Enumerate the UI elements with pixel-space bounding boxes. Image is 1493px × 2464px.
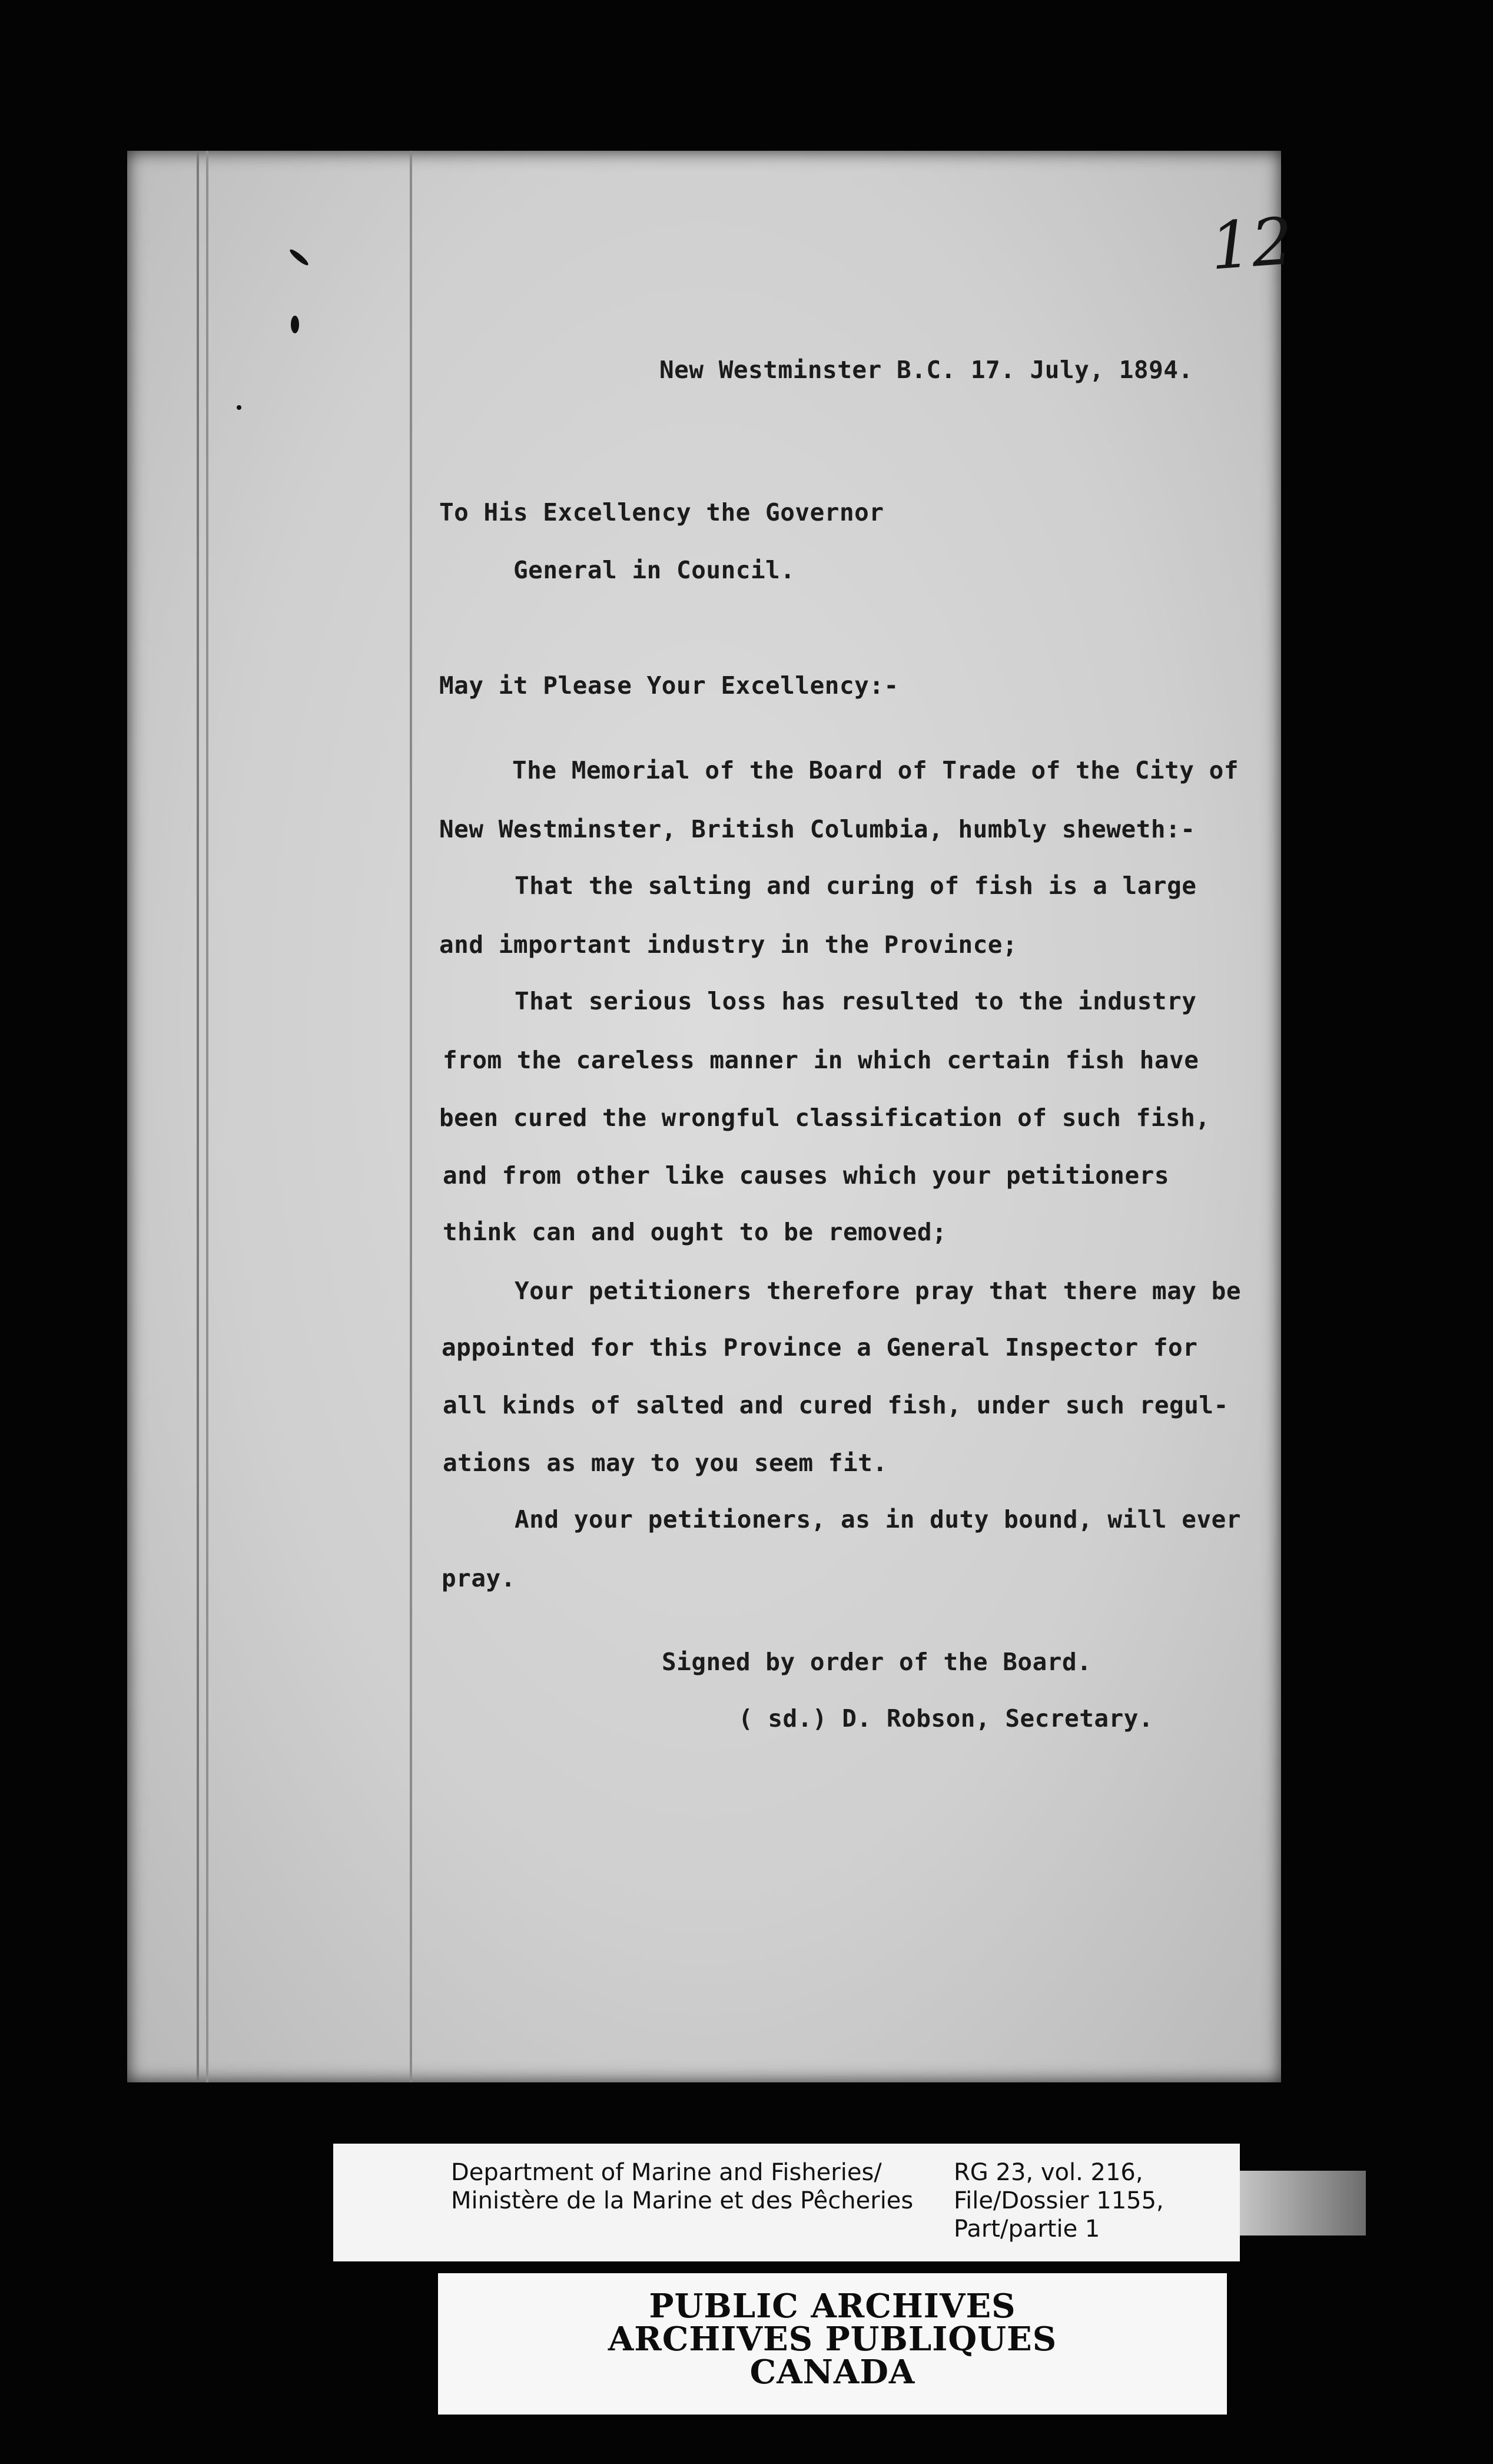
margin-rule [410, 151, 412, 2082]
body-line: think can and ought to be removed; [443, 1218, 947, 1246]
addressee-line: General in Council. [513, 556, 795, 584]
archives-stamp [438, 2273, 1227, 2415]
ink-mark [237, 405, 241, 410]
body-line: all kinds of salted and cured fish, under such regul- [443, 1391, 1229, 1419]
archives-name-en: PUBLIC ARCHIVES [649, 2287, 1016, 2326]
signature-line: ( sd.) D. Robson, Secretary. [738, 1704, 1154, 1733]
department-name-fr: Ministère de la Marine et des Pêcheries [451, 2187, 914, 2214]
body-line: ations as may to you seem fit. [443, 1449, 888, 1477]
body-line: New Westminster, British Columbia, humbly sheweth:- [439, 815, 1196, 843]
body-line: appointed for this Province a General Inspector for [442, 1333, 1198, 1362]
body-line: from the careless manner in which certain fish have [443, 1046, 1199, 1074]
margin-rule [197, 151, 199, 2082]
body-line: and from other like causes which your petitioners [443, 1161, 1170, 1190]
archives-country: CANADA [749, 2353, 915, 2392]
department-name-en: Department of Marine and Fisheries/ [451, 2159, 882, 2186]
body-line: been cured the wrongful classification of such fish, [439, 1104, 1210, 1132]
place-date: New Westminster B.C. 17. July, 1894. [659, 356, 1193, 384]
body-line: That the salting and curing of fish is a large [515, 872, 1197, 900]
reference-line: Part/partie 1 [954, 2215, 1100, 2243]
salutation: May it Please Your Excellency:- [439, 671, 899, 700]
label-stub [1225, 2171, 1366, 2236]
archive-reference-label [333, 2144, 1240, 2261]
archives-name-fr: ARCHIVES PUBLIQUES [608, 2320, 1057, 2359]
body-line: That serious loss has resulted to the industry [515, 987, 1197, 1015]
body-line: and important industry in the Province; [439, 930, 1018, 959]
ink-mark [291, 316, 299, 333]
margin-rule [206, 151, 208, 2082]
body-line: The Memorial of the Board of Trade of the City of [512, 756, 1239, 784]
addressee-line: To His Excellency the Governor [439, 498, 884, 526]
body-line: And your petitioners, as in duty bound, will ever [515, 1505, 1242, 1534]
reference-line: RG 23, vol. 216, [954, 2159, 1143, 2186]
reference-line: File/Dossier 1155, [954, 2187, 1164, 2214]
body-line: Your petitioners therefore pray that there may be [515, 1277, 1242, 1305]
page-number: 12 [1207, 203, 1296, 284]
signature-line: Signed by order of the Board. [662, 1648, 1092, 1676]
ink-mark [288, 247, 310, 267]
body-line: pray. [442, 1564, 516, 1592]
